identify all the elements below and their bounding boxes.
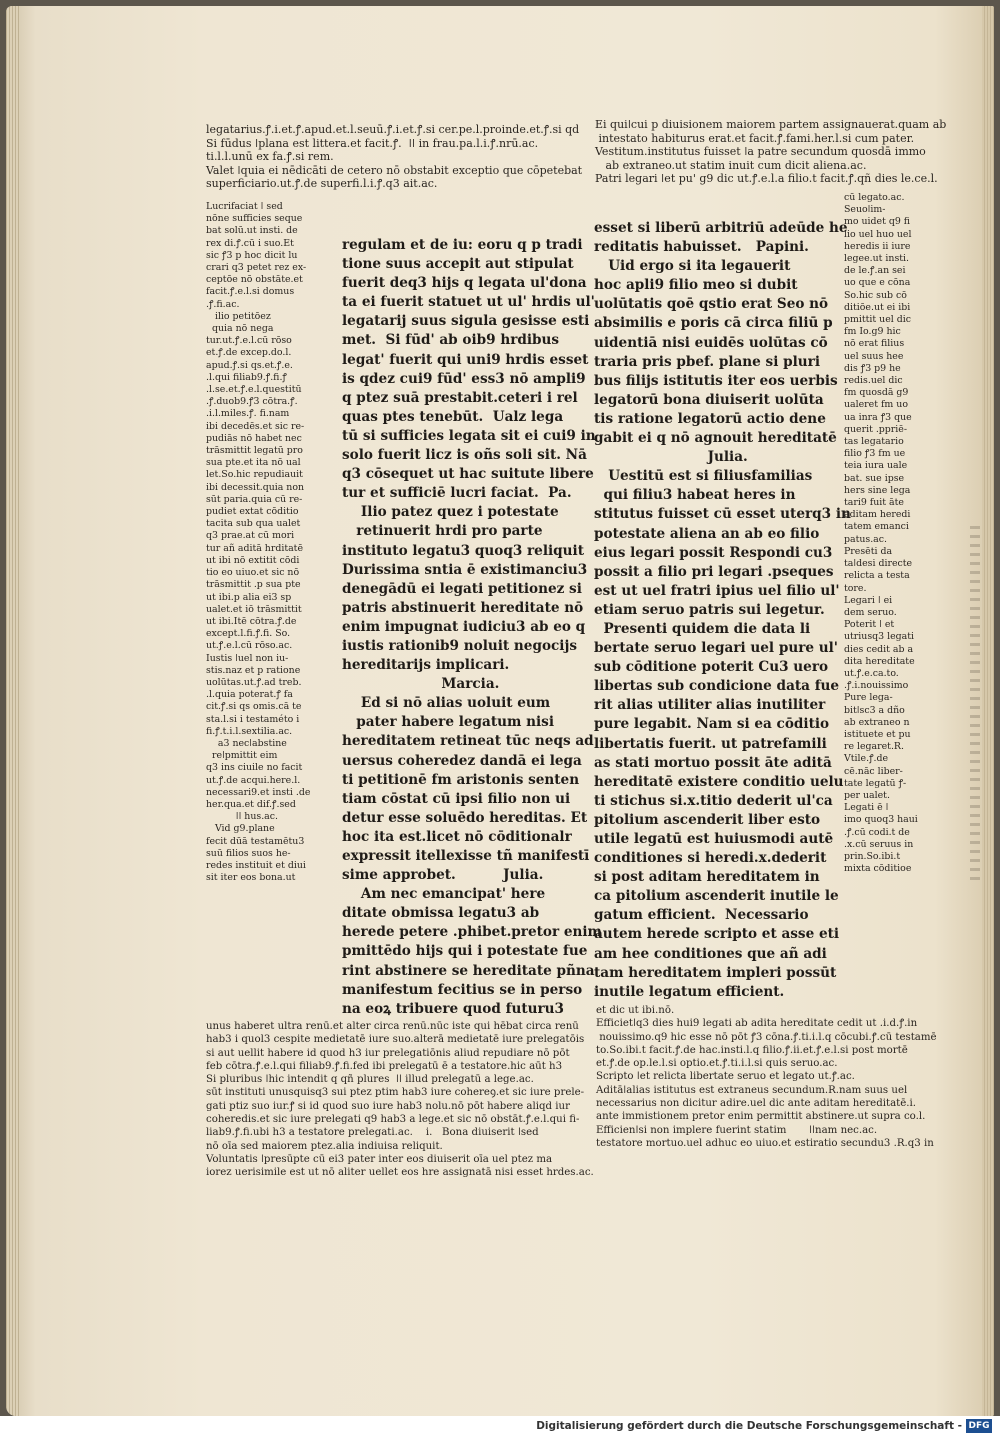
right-main-column: esset si liberū arbitriū adeūde he reditatis habuisset. Papini. Uid ergo si ita legauerit hoc apli9 filio meo si dubit uolūtatis qoē qstio erat Seo nō absimilis e poris cā circa filiū p uidentiā nisi euidēs uolūtas cō traria pris pbef. plane si pluri bus filijs istitutis iter eos uerbis legatorū bona diuiserit uolūta tis ratione legatorū actio dene gabit ei q nō agnouit hereditatē Julia. Uestitū est si filiusfamilias qui filiu3 habeat heres in stitutus fuisset cū esset uterq3 in potestate aliena an ab eo filio eius legari possit Respondi cu3 possit a filio pri legari .pseques est ut uel fratri ipius uel filio ul' etiam seruo patris sui legetur. Presenti quidem die data li bertate seruo legari uel pure ul' sub cōditione poterit Cu3 uero libertas sub condicione data fue rit alias utiliter alias inutiliter pure legabit. Nam si ea cōditio libertatis fuerit. ut patrefamili as stati mortuo possit āte aditā hereditatē existere conditio uelu ti stichus si.x.titio dederit ul'ca pitolium ascenderit liber esto utile legatū est huiusmodi autē conditiones si heredi.x.dederit si post aditam hereditatem in ca pitolium ascenderit inutile le gatum efficient. Necessario autem herede scripto et asse eti am hee conditiones que añ adi tam hereditatem impleri possūt inutile legatum efficient.	[594, 220, 851, 1000]
bottom-left-gloss: unus haberet ultra renū.et alter circa renū.nūc iste qui hēbat circa renū hab3 i quol3 cespite medietatē iure suo.alterā medietatē iure prelegatōis si aut uellit habere id quod h3 iur prelegatiōnis aliud repudiare nō pōt feb cōtra.ꝭ.e.l.qui filiab9.ꝭ.fi.fed ibi prelegatū ē a testatore.hic aūt h3 Si pluribus ǀhic intendit q qñ plures ǀǀ illud prelegatū a lege.ac. sūt instituti unusquisq3 sui ptez ptim hab3 iure cohereꝯ.et sic iure prele- gati ptiz suo iur.ꝭ si id quod suo iure hab3 nolu.nō pōt habere aliqd iur coheredis.et sic iure prelegati q9 hab3 a lege.et sic nō obstāt.ꝭ.e.l.qui fi- liab9.ꝭ.fi.ubi h3 a testatore prelegati.ac. i. Bona diuiserit ǀsed nō oīa sed maiorem ptez.alia indiuisa reliquit. Voluntatis ǀpresūpte cū ei3 pater inter eos diuiserit oīa uel ptez ma iorez uerisimile est ut nō aliter uellet eos hre assignatā nisi esset hrdes.ac.	[206, 1021, 594, 1179]
page-edge-right	[982, 6, 994, 1416]
paper-leaf	[6, 6, 994, 1416]
dfg-logo: DFG	[966, 1419, 992, 1433]
footer-bar	[0, 1416, 1000, 1437]
right-top-notes: Ei quiǀcui p diuisionem maiorem partem assignauerat.quam ab intestato habiturus erat.et facit.ꝭ.fami.her.l.si cum pater. Vestitum.institutus fuisset ǀa patre secundum quosdā immo ab extraneo.ut statim inuit cum dicit aliena.ac. Patri legari ǀet pu' g9 dic ut.ꝭ.e.l.a filio.t facit.ꝭ.qñ dies le.ce.l.	[595, 118, 947, 186]
bottom-right-gloss: et dic ut ibi.nō. Efficietǀq3 dies hui9 legati ab adita hereditate cedit ut .i.d.ꝭ.in nouissimo.q9 hic esse nō pōt ꝭ3 cōna.ꝭ.ti.i.l.q cōcubi.ꝭ.cū testamē to.So.ibi.t facit.ꝭ.de hac.insti.l.q filio.ꝭ.ii.et.ꝭ.e.l.si post mortē et.ꝭ.de op.le.l.si optio.et.ꝭ.ti.i.l.si quis seruo.ac. Scripto ǀet relicta libertate seruo et legato ut.ꝭ.ac. Aditāǀalias istitutus est extraneus secundum.R.nam suus uel necessarius non dicitur adire.uel dic ante aditam hereditatē.i. ante immistionem pretor enim permittit abstinere.ut supra co.l. Efficienǀsi non implere fuerint statim ǀǀnam nec.ac. testatore mortuo.uel adhuc eo uiuo.et estiratio secundu3 .R.q3 in	[596, 1005, 937, 1149]
top-left-gloss: legatarius.ꝭ.i.et.ꝭ.apud.et.l.seuū.ꝭ.i.et.ꝭ.si cer.pe.l.proinde.et.ꝭ.si qd Si fūdus ǀplana est littera.et facit.ꝭ. ǀǀ in frau.pa.l.i.ꝭ.nrū.ac. ti.l.l.unū ex fa.ꝭ.si rem. Valet ǀquia ei nēdicāti de cetero nō obstabit exceptio que cōpetebat superficiario.ut.ꝭ.de superfi.l.i.ꝭ.q3 ait.ac.	[206, 123, 583, 191]
left-margin-gloss: Lucrifaciat ǀ sed nōne sufficies seque bat solū.ut insti. de rex di.ꝭ.cū i suo.Et sic ꝭ3 p hoc dicit lu crari q3 petet rez ex- ceptōe nō obstāte.et facit.ꝭ.e.l.si domus .ꝭ.fi.ac. ilio petitōez quia nō nega tur.ut.ꝭ.e.l.cū rōso et.ꝭ.de excep.do.l. apud.ꝭ.si qs.et.ꝭ.e. .l.qui filiab9.ꝭ.fi.ꝭ .l.se.et.ꝭ.e.l.questitū .ꝭ.duob9.ꝭ3 cōtra.ꝭ. .i.l.miles.ꝭ. fi.nam ibi decedēs.et sic re- pudiās nō habet nec trāsmittit legatū pro sua pte.et ita nō ual let.So.hic repudiauit ibi decessit.quia non sūt paria.quia cū re- pudiet extat cōditio tacita sub qua ualet q3 prae.at cū mori tur añ aditā hrditatē ut ibi nō extitit cōdi tio eo uiuo.et sic nō trāsmittit .p sua pte ut ibi.p alia ei3 sp ualet.et iō trāsmittit ut ibi.Itē cōtra.ꝭ.de except.l.fi.ꝭ.fi. So. ut.ꝭ.e.l.cū rōso.ac. Iustis ǀuel non iu- stis.naz et p ratione uolūtas.ut.ꝭ.ad treb. .l.quia poterat.ꝭ fa cit.ꝭ.si qs omis.cā te sta.l.si i testaméto i fi.ꝭ.t.i.l.sextilia.ac. a3 necǀabstine reǀpmittit eim q3 ins ciuile no facit ut.ꝭ.de acqui.here.l. necessari9.et insti .de her.qua.et dif.ꝭ.sed ǀǀ hus.ac. Vid g9.plane fecit dūā testamētu3 suū filios suos he- redes instituit et diui sit iter eos bona.ut	[206, 201, 311, 884]
left-main-column: regulam et de iu: eoru q p tradi tione suus accepit aut stipulat fuerit deq3 hijs q legata ul'dona ta ei fuerit statuet ut ul' hrdis ul' legatarij suus sigula gesisse esti met. Si fūd' ab oib9 hrdibus legat' fuerit qui uni9 hrdis esset is qdez cui9 fūd' ess3 nō ampli9 q ptez suā prestabit.ceteri i rel quas ptes tenebūt. Ualz lega tū si sufficies legata sit ei cui9 in solo fuerit licz is oñs soli sit. Nā q3 cōsequet ut hac suitute libere tur et sufficiē lucri faciat. Pa. Ilio patez quez i potestate retinuerit hrdi pro parte instituto legatu3 quoq3 reliquit Durissima sntia ē existimanciu3 denegādū ei legati petitionez si patris abstinuerit hereditate nō enim impugnat iudiciu3 ab eo q iustis rationib9 noluit negocijs hereditarijs implicari. Marcia. Ed si nō alias uoluit eum pater habere legatum nisi hereditatem retineat tūc neqs ad uersus coheredez dandā ei lega ti petitionē fm aristonis senten tiam cōstat cū ipsi filio non ui detur esse soluēdo hereditas. Et hoc ita est.licet nō cōditionalr expressit itellexisse tñ manifestī sime approbet. Julia. Am nec emancipat' here ditate obmissa legatu3 ab herede petere .phibet.pretor enim pmittēdo hijs qui i potestate fue rint abstinere se hereditate pñna manifestum fecitius se in perso na eoꝝ tribuere quod futuru3	[342, 237, 602, 1017]
funding-notice: Digitalisierung gefördert durch die Deutsche Forschungsgemeinschaft -	[536, 1420, 962, 1432]
page-edge-left	[6, 6, 20, 1416]
ink-bleed-through	[970, 526, 980, 886]
right-margin-gloss: cū legato.ac. Seuoǀim- mo uidet q9 fi lio uel huo uel heredis ii iure legee.ut insti. de le.ꝭ.an sei uo que e cōna So.hic sub cō ditiōe.ut ei ibi pmittit uel dic fm Io.g9 hic nō erat filius uel suus hee dis ꝭ3 p9 he redis.uel dic fm quosdā g9 ualeret fm uo ua inra ꝭ3 que querit .ppriē- tas legatario filio ꝭ3 fm ue teia iura uale bat. sue ipse hers sine lega tari9 fuit āte aditam heredi tatem emanci patus.ac. Presēti da taǀdesi directe relicta a testa tore. Legari ǀ ei dem seruo. Poterit ǀ et utriusq3 legati dies cedit ab a dita hereditate ut.ꝭ.e.ca.to. .ꝭ.i.nouissimo Pure lega- bitǀsc3 a dño ab extraneo n istituete et pu re legaret.R. Vtile.ꝭ.de cē.nāc liber- tate legatū ꝭ- per ualet. Legati ē ǀ imo quoq3 haui .ꝭ.cū codi.t de .x.cū seruus in prin.So.ibi.t mixta cōditioe	[844, 192, 918, 875]
